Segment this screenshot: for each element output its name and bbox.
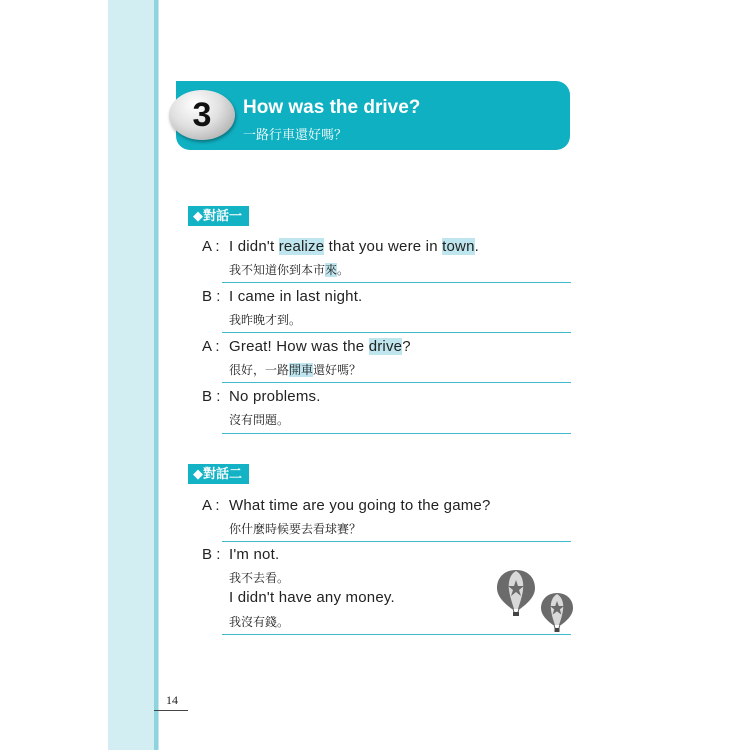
english-sentence-2: I didn't have any money. [229, 589, 395, 606]
page-number: 14 [166, 693, 178, 707]
speaker-label: B : [202, 546, 221, 563]
chinese-translation: 我不去看。 [229, 571, 290, 585]
line-divider [222, 541, 571, 542]
dialogue-2-tag: ◆對話二 [188, 464, 249, 484]
chinese-translation: 沒有問題。 [229, 413, 290, 427]
chinese-translation: 你什麼時候要去看球賽？ [229, 522, 362, 536]
english-sentence: I came in last night. [229, 288, 363, 305]
line-divider [222, 332, 571, 333]
english-sentence: Great! How was the drive? [229, 338, 411, 355]
english-sentence: No problems. [229, 388, 321, 405]
english-sentence: I'm not. [229, 546, 280, 563]
vocab-highlight: 來 [325, 263, 338, 277]
vocab-highlight: town [442, 238, 475, 255]
lesson-title: How was the drive? [243, 97, 421, 118]
line-divider [222, 282, 571, 283]
speaker-label: A : [202, 338, 220, 355]
hot-air-balloon-icon [495, 568, 537, 618]
vocab-highlight: 開車 [289, 363, 314, 377]
left-margin-rule-thin [158, 0, 159, 750]
hot-air-balloon-icon [539, 591, 575, 633]
line-divider [222, 382, 571, 383]
vocab-highlight: realize [278, 238, 325, 255]
page-number-rule [154, 710, 188, 711]
line-divider [222, 634, 571, 635]
english-sentence: I didn't realize that you were in town. [229, 238, 480, 255]
left-margin-band [108, 0, 154, 750]
chinese-translation: 很好，一路開車還好嗎？ [229, 363, 362, 377]
dialogue-1-tag: ◆對話一 [188, 206, 249, 226]
lesson-number-badge: 3 [169, 90, 235, 140]
chinese-translation-2: 我沒有錢。 [229, 615, 290, 629]
chinese-translation: 我不知道你到本市來。 [229, 263, 350, 277]
speaker-label: B : [202, 288, 221, 305]
english-sentence: What time are you going to the game? [229, 497, 491, 514]
line-divider [222, 433, 571, 434]
speaker-label: B : [202, 388, 221, 405]
speaker-label: A : [202, 497, 220, 514]
lesson-subtitle: 一路行車還好嗎？ [243, 127, 348, 142]
vocab-highlight: drive [368, 338, 403, 355]
chinese-translation: 我昨晚才到。 [229, 313, 302, 327]
speaker-label: A : [202, 238, 220, 255]
